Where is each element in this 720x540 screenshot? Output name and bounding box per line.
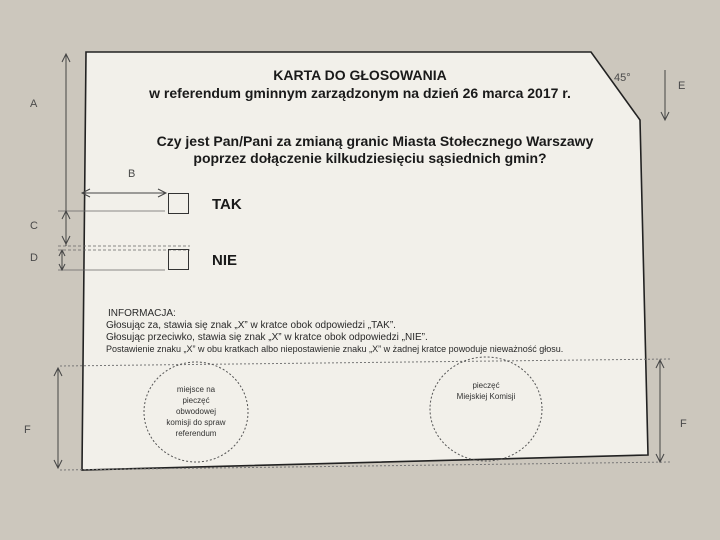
info-line-3: Postawienie znaku „X” w obu kratkach albo niepostawienie znaku „X” w żadnej kratce powoduje nieważność głosu. (106, 344, 564, 354)
dimension-f-left-label: F (24, 424, 31, 436)
dimension-d-label: D (30, 252, 38, 264)
question-line-2: poprzez dołączenie kilkudziesięciu sąsiednich gmin? (193, 150, 547, 166)
option-tak-label: TAK (212, 196, 242, 213)
dimension-b-label: B (128, 168, 136, 180)
question-line-1: Czy jest Pan/Pani za zmianą granic Miasta Stołecznego Warszawy (156, 133, 594, 149)
dimension-a-label: A (30, 98, 38, 110)
info-line-1: Głosując za, stawia się znak „X” w kratce obok odpowiedzi „TAK”. (106, 320, 396, 331)
ballot-subtitle: w referendum gminnym zarządzonym na dzień 26 marca 2017 r. (149, 85, 571, 101)
info-heading: INFORMACJA: (108, 308, 176, 319)
ballot-title: KARTA DO GŁOSOWANIA (273, 67, 447, 83)
stamp-right-text: pieczęć Miejskiej Komisji (456, 381, 516, 401)
dimension-e-label: E (678, 80, 686, 92)
dimension-f-right-label: F (680, 418, 687, 430)
info-line-2: Głosując przeciwko, stawia się znak „X” w kratce obok odpowiedzi „NIE”. (106, 332, 428, 343)
option-nie-label: NIE (212, 252, 238, 269)
dimension-c-label: C (30, 220, 38, 232)
stamp-left-text: miejsce na pieczęć obwodowej komisji do spraw referendum (166, 385, 226, 438)
checkbox-nie[interactable] (168, 249, 189, 270)
angle-label: 45° (614, 72, 631, 84)
checkbox-tak[interactable] (168, 193, 189, 214)
